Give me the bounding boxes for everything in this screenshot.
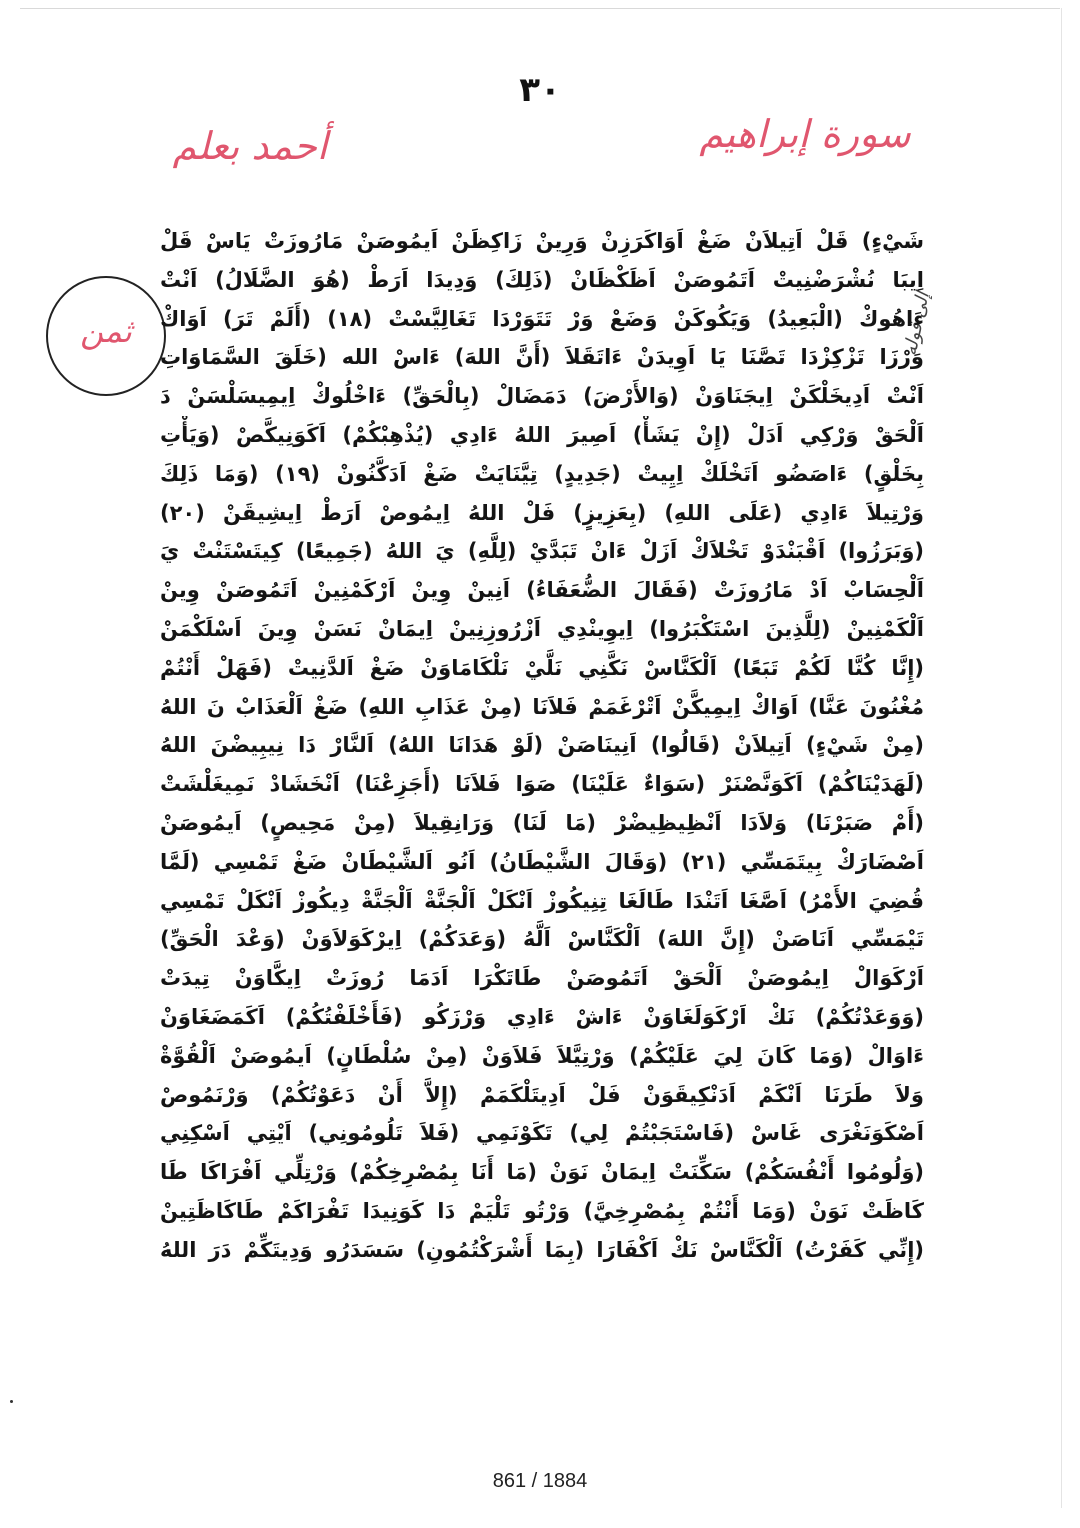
text-line: تَيْمَسِّي اَنَاصَنْ (إِنَّ اللهَ) اَلْكَنَّاسْ اَلَّهُ (وَعَدَكُمْ) اِيرْكَوَلاَوَنْ (وَعْدَ الْحَقِّ) bbox=[160, 927, 924, 952]
text-line: اِيبَا نُشْرَضْنِيتْ اَتَمُوصَنْ اَظَكْظَانْ (ذَلِكَ) وَدِيدَا اَرَطْ (هُوَ الضَّلَالُ) اَنْتْ bbox=[160, 267, 924, 292]
text-line: اَصْكَوَنَغْرَى غَاسْ (فَاسْتَجَبْتُمْ لِي) تَكَوْنَمِي (فَلاَ تَلُومُونِي) اَيْتِي اَسْكِنِي bbox=[160, 1121, 924, 1146]
circled-note-text: ثمن bbox=[80, 312, 132, 350]
text-line: بِخَلْقٍ) ءَاصَضُو اَتَخْلَكْ اِيِيتْ (جَدِيدٍ) تِيَّنَايَتْ ضَغْ اَدَكَّنُونْ (١٩) (وَمَا ذَلِكَ bbox=[160, 461, 924, 486]
circled-margin-note bbox=[46, 276, 166, 396]
text-line: مُغْنُونَ عَنَّا) اَوَاكْ اِيمِيكَّنْ اَتْرْغَمَمْ فَلاَنَا (مِنْ عَذَابِ اللهِ) ضَغْ اَلْعَذَابْ نَ اللهُ bbox=[160, 694, 924, 719]
page-edge-line bbox=[20, 8, 1060, 9]
text-line: وَرْزَا تَزْكِزْدَا تَصَّنَا يَا اَوِيدَنْ ءَاتَقَلاَ (أَنَّ اللهَ) ءَاسْ الله (خَلَقَ السَّمَاوَاتِ bbox=[160, 345, 924, 370]
text-line: اَنْتْ اَدِيخَلْكَنْ اِيجَنَاوَنْ (وَالأَرْضَ) دَمَضَالْ (بِالْحَقِّ) ءَاخْلُوكْ اِيمِيسَلْسَنْ دَ bbox=[160, 384, 924, 409]
text-line: (أَمْ صَبَرْنَا) وَلاَدَا اَنْظِيظِيضْرْ (مَا لَنَا) وَرَانِقِيلاَ (مِنْ مَحِيصٍ) اَيمُوصَنْ bbox=[160, 810, 924, 835]
page-edge-line bbox=[1061, 8, 1062, 1508]
handwritten-surah-title: سورة إبراهيم bbox=[699, 112, 911, 156]
text-line: (مِنْ شَيْءٍ) اَتِيلاَنْ (قَالُوا) اَنِينَاصَنْ (لَوْ هَدَانَا اللهُ) اَلنَّارْ دَا نِيبِيضْنَ اللهُ bbox=[160, 733, 924, 758]
text-line: شَيْءٍ) قَلْ اَتِيلاَنْ ضَغْ اَوَاكَرَزِنْ وَرِينْ زَاكِظَنْ اَيمُوصَنْ مَارُوزَتْ يَاسْ قَلْ bbox=[160, 229, 924, 253]
text-line: (وَبَرَزُوا) اَقْبَنْدَوْ تَخْلاَكْ اَزَلْ ءَانْ تَبَدَّيْ (لِلَّهِ) يَ اللهُ (جَمِيعًا) كِيتَسْتَنْتْ يَ bbox=[160, 539, 924, 564]
text-line: اَلْكَمْنِينْ (لِلَّذِينَ اسْتَكْبَرُوا) اِيوِينْدِي اَزْرُوزِنِينْ اِيمَانْ نَسَنْ وِينَ اَسْلَكْمَنْ bbox=[160, 616, 924, 641]
text-line: كَاظَتْ نَوَنْ (وَمَا أَنْتُمْ بِمُصْرِخِيَّ) وَرْتُو تَلْيَمْ دَا كَوَنِيدَا تَفْرَاكَمْ طَاكَاظَتِينْ bbox=[160, 1198, 924, 1223]
page-counter: 861 / 1884 bbox=[492, 1470, 588, 1492]
text-line: ءَاوَالْ (وَمَا كَانَ لِيَ عَلَيْكُمْ) وَرْتِيَّلاَ فَلاَوَنْ (مِنْ سُلْطَانٍ) اَيمُوصَنْ اَلْقُوَّةْ bbox=[160, 1043, 924, 1068]
text-line: اَصْضَارَكْ بِيتَمَسِّي (٢١) (وَقَالَ الشَّيْطَانُ) اَنُو اَلشَّيْطَانْ ضَغْ تَمْسِي (لَمَّا bbox=[160, 849, 924, 874]
text-line: وَلاَ طَرَنَا اَنْكَمْ اَدَنْكِيقَوَنْ فَلْ اَدِيتَلْكَمَمْ (إِلاَّ أَنْ دَعَوْتُكُمْ) وَرْنَمُوصْ bbox=[160, 1082, 924, 1107]
text-line: قُضِيَ الأَمْرُ) اَصَّغَا اَتَنْدَا طَالَغَا تِنِيكُوزْ اَنْكَلْ اَلْجَنَّةْ اَلْجَنَّةْ دِيكُوزْ اَنْكَلْ تَمْسِي bbox=[160, 888, 924, 913]
text-line: (لَهَدَيْنَاكُمْ) اَكَوَنَّصْنَرْ (سَوَاءٌ عَلَيْنَا) صَوَا فَلاَنَا (أَجَزِعْنَا) اَنْخَشَادْ نَمِيغَلْشَتْ bbox=[160, 772, 924, 797]
text-line: وَرْتِيلاَ ءَادِي (عَلَى اللهِ) (بِعَزِيزٍ) فَلْ اللهُ اِيمُوصْ اَرَطْ اِيشِيقَنْ (٢٠) bbox=[160, 500, 924, 525]
text-line: اَرْكَوَالْ اِيمُوصَنْ اَلْحَقْ اَتَمُوصَنْ طَاتَكْرَا اَدَمَا رُوزَتْ اِيكَّاوَنْ تِيدَتْ bbox=[160, 966, 924, 991]
handwritten-margin-note: إلى قوله bbox=[899, 290, 934, 358]
text-line: اَلْحَقْ وَرْكِي اَدَلْ (إِنْ يَشَأْ) اَصِيرَ اللهُ ءَادِي (يُذْهِبْكُمْ) اَكَوَنِيكَّصْ (وَيَأْتِ bbox=[160, 422, 924, 447]
body-text bbox=[160, 222, 924, 1270]
text-line: (إِنِّي كَفَرْتُ) اَلْكَنَّاسْ نَكْ اَكْفَارَا (بِمَا أَشْرَكْتُمُونِ) سَسَدَرُو وَدِيتَكِّمْ دَرَ اللهُ bbox=[160, 1237, 924, 1262]
text-line: ءَاهُوكْ (الْبَعِيدُ) وَيَكُوكَنْ وَضَعْ وَرْ تَتَوَرْدَا تَغَالِيَّسْتْ (١٨) (أَلَمْ تَرَ) اَوَاكْ bbox=[160, 306, 924, 331]
page-number: ٣٠ bbox=[519, 70, 561, 110]
text-line: (وَلُومُوا أَنْفُسَكُمْ) سَكِّنَتْ اِيمَانْ نَوَنْ (مَا أَنَا بِمُصْرِخِكُمْ) وَرْتِلِّي اَفْرَاكَا طَا bbox=[160, 1160, 924, 1185]
text-line: اَلْحِسَابْ اَدْ مَارُوزَتْ (فَقَالَ الضُّعَفَاءُ) اَنِينْ وِينْ اَرْكَمْنِينْ اَتَمُوصَنْ وِينْ bbox=[160, 578, 924, 603]
text-line: (إِنَّا كُنَّا لَكُمْ تَبَعًا) اَلْكَنَّاسْ نَكَّنِي نَلَّيْ نَلْكَامَاوَنْ ضَغْ اَلدَّنِيتْ (فَهَلْ أَنْتُمْ bbox=[160, 655, 924, 680]
text-line: (وَوَعَدْتُكُمْ) نَكْ اَرْكَوَلَغَاوَنْ ءَاشْ ءَادِي وَرْزَكُو (فَأَخْلَفْتُكُمْ) اَكَمَضَغَاوَنْ bbox=[160, 1004, 924, 1029]
scan-speck bbox=[10, 1400, 13, 1403]
handwritten-author-name: أحمد بعلم bbox=[172, 124, 328, 168]
